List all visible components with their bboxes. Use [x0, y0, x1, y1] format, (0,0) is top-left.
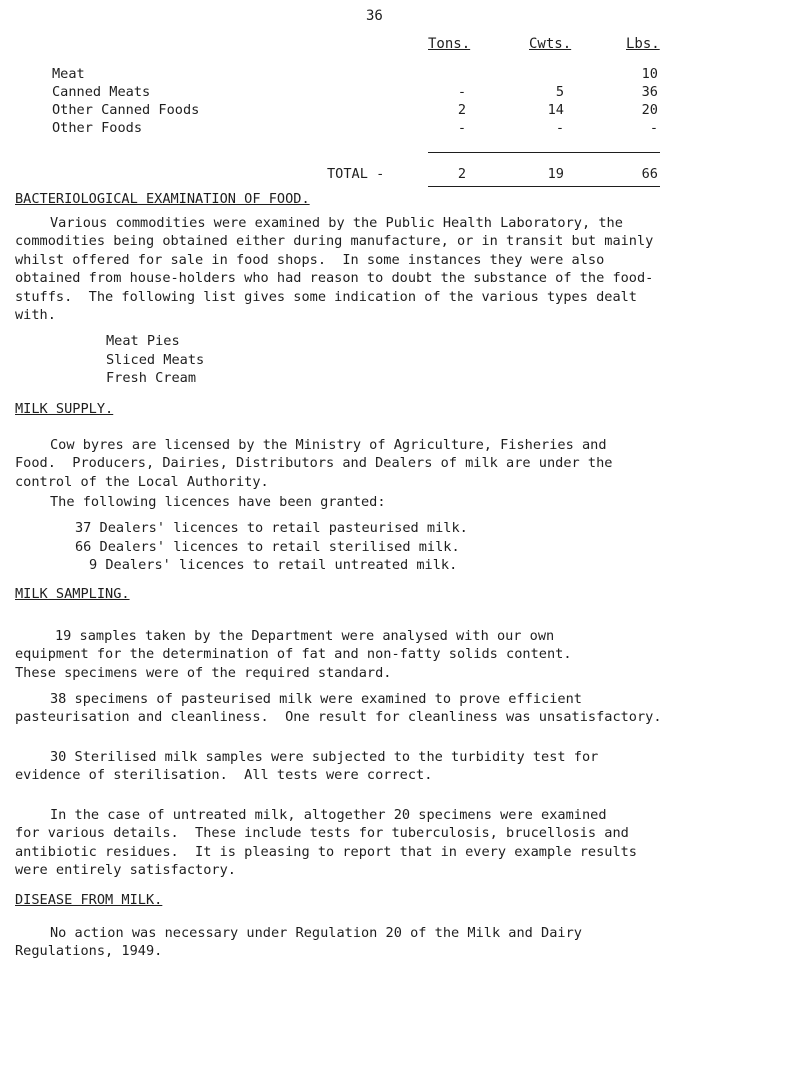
- milk-sampling-paragraph-1: [15, 627, 795, 682]
- section-heading-milk-sampling: MILK SAMPLING.: [15, 586, 130, 602]
- text-line: control of the Local Authority.: [15, 473, 269, 490]
- list-item: Meat Pies: [106, 333, 180, 349]
- text-line: Food. Producers, Dairies, Distributors and Dealers of milk are under the: [15, 455, 613, 472]
- cell-tons: -: [457, 120, 466, 136]
- text-line: evidence of sterilisation. All tests were correct.: [15, 767, 433, 784]
- text-line: Regulations, 1949.: [15, 943, 163, 960]
- row-label: Other Canned Foods: [52, 102, 200, 118]
- column-header-tons: Tons.: [428, 36, 471, 52]
- section-heading-disease: DISEASE FROM MILK.: [15, 892, 163, 908]
- column-header-cwts: Cwts.: [529, 36, 572, 52]
- text-line: were entirely satisfactory.: [15, 862, 236, 879]
- text-line: equipment for the determination of fat and non-fatty solids content.: [15, 646, 572, 663]
- text-line: These specimens were of the required standard.: [15, 664, 392, 681]
- licence-item: 9 Dealers' licences to retail untreated milk.: [89, 557, 458, 573]
- text-line: 19 samples taken by the Department were analysed with our own: [55, 628, 555, 644]
- column-header-lbs: Lbs.: [626, 36, 660, 52]
- cell-tons: -: [457, 84, 466, 100]
- text-line: commodities being obtained either during manufacture, or in transit but mainly: [15, 233, 654, 250]
- bacteriological-paragraph: [15, 214, 795, 324]
- milk-sampling-paragraph-2: [15, 690, 795, 727]
- licences-intro: The following licences have been granted:: [50, 494, 386, 510]
- cell-cwts: 14: [547, 102, 564, 118]
- text-line: antibiotic residues. It is pleasing to report that in every example results: [15, 843, 637, 860]
- total-lbs: 66: [641, 166, 658, 182]
- row-label: Meat: [52, 66, 85, 82]
- disease-paragraph: [15, 924, 795, 961]
- text-line: 38 specimens of pasteurised milk were examined to prove efficient: [50, 691, 582, 707]
- cell-lbs: 36: [641, 84, 658, 100]
- total-label: TOTAL -: [327, 166, 385, 182]
- cell-cwts: -: [555, 120, 564, 136]
- cell-lbs: -: [649, 120, 658, 136]
- list-item: Sliced Meats: [106, 352, 205, 368]
- text-line: In the case of untreated milk, altogether 20 specimens were examined: [50, 807, 607, 823]
- licence-item: 66 Dealers' licences to retail sterilised milk.: [75, 539, 460, 555]
- row-label: Other Foods: [52, 120, 143, 136]
- text-line: Various commodities were examined by the Public Health Laboratory, the: [50, 215, 623, 231]
- text-line: whilst offered for sale in food shops. In some instances they were also: [15, 251, 605, 268]
- total-cwts: 19: [547, 166, 564, 182]
- text-line: 30 Sterilised milk samples were subjected to the turbidity test for: [50, 749, 599, 765]
- licence-item: 37 Dealers' licences to retail pasteurised milk.: [75, 520, 468, 536]
- milk-sampling-paragraph-3: [15, 748, 795, 785]
- milk-supply-paragraph: [15, 436, 795, 491]
- row-label: Canned Meats: [52, 84, 151, 100]
- text-line: with.: [15, 307, 56, 324]
- total-tons: 2: [457, 166, 466, 182]
- total-underline: [428, 186, 660, 187]
- cell-lbs: 20: [641, 102, 658, 118]
- cell-lbs: 10: [641, 66, 658, 82]
- text-line: pasteurisation and cleanliness. One result for cleanliness was unsatisfactory.: [15, 709, 662, 726]
- cell-tons: 2: [457, 102, 466, 118]
- text-line: obtained from house-holders who had reason to doubt the substance of the food-: [15, 270, 654, 287]
- list-item: Fresh Cream: [106, 370, 197, 386]
- page-number: 36: [366, 8, 383, 24]
- text-line: for various details. These include tests for tuberculosis, brucellosis and: [15, 825, 629, 842]
- text-line: stuffs. The following list gives some indication of the various types dealt: [15, 288, 637, 305]
- text-line: No action was necessary under Regulation 20 of the Milk and Dairy: [50, 925, 582, 941]
- total-rule: [428, 152, 660, 153]
- text-line: Cow byres are licensed by the Ministry of Agriculture, Fisheries and: [50, 437, 607, 453]
- milk-sampling-paragraph-4: [15, 806, 795, 880]
- cell-cwts: 5: [555, 84, 564, 100]
- section-heading-milk-supply: MILK SUPPLY.: [15, 401, 114, 417]
- section-heading-bacteriological: BACTERIOLOGICAL EXAMINATION OF FOOD.: [15, 191, 310, 207]
